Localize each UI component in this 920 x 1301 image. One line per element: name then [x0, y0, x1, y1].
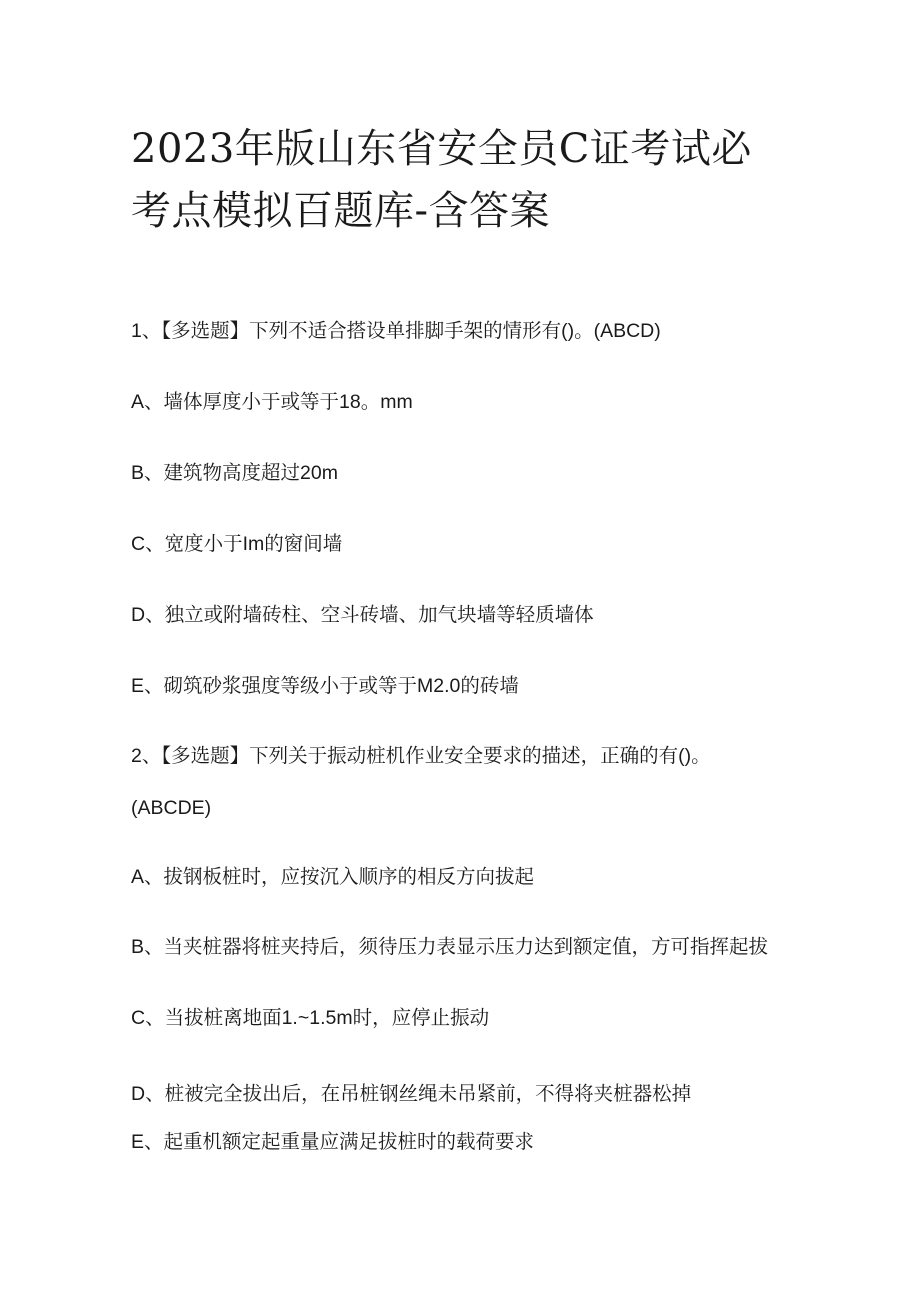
- question-2-option-b: B、当夹桩器将桩夹持后，须待压力表显示压力达到额定值，方可指挥起拔: [131, 936, 769, 958]
- question-1-stem: 1、【多选题】下列不适合搭设单排脚手架的情形有()。(ABCD): [131, 320, 661, 342]
- question-2-option-a: A、拔钢板桩时，应按沉入顺序的相反方向拔起: [131, 866, 535, 888]
- question-1-option-b: B、建筑物高度超过20m: [131, 462, 338, 484]
- question-1-option-e: E、砌筑砂浆强度等级小于或等于M2.0的砖墙: [131, 675, 519, 697]
- question-2-option-e: E、起重机额定起重量应满足拔桩时的载荷要求: [131, 1131, 535, 1153]
- title-line-1: 2023年版山东省安全员C证考试必: [131, 126, 752, 172]
- question-1-option-c: C、宽度小于Im的窗间墙: [131, 533, 343, 555]
- question-2-stem-cont: (ABCDE): [131, 797, 212, 819]
- question-1-option-d: D、独立或附墙砖柱、空斗砖墙、加气块墙等轻质墙体: [131, 604, 594, 626]
- question-2-option-d: D、桩被完全拔出后，在吊桩钢丝绳未吊紧前，不得将夹桩器松掉: [131, 1083, 692, 1105]
- question-2-stem: 2、【多选题】下列关于振动桩机作业安全要求的描述，正确的有()。: [131, 745, 711, 767]
- title-line-2: 考点模拟百题库-含答案: [131, 188, 551, 234]
- question-2-option-c: C、当拔桩离地面1.~1.5m时，应停止振动: [131, 1007, 490, 1029]
- document-title: [131, 118, 831, 242]
- question-1-option-a: A、墙体厚度小于或等于18。mm: [131, 391, 413, 413]
